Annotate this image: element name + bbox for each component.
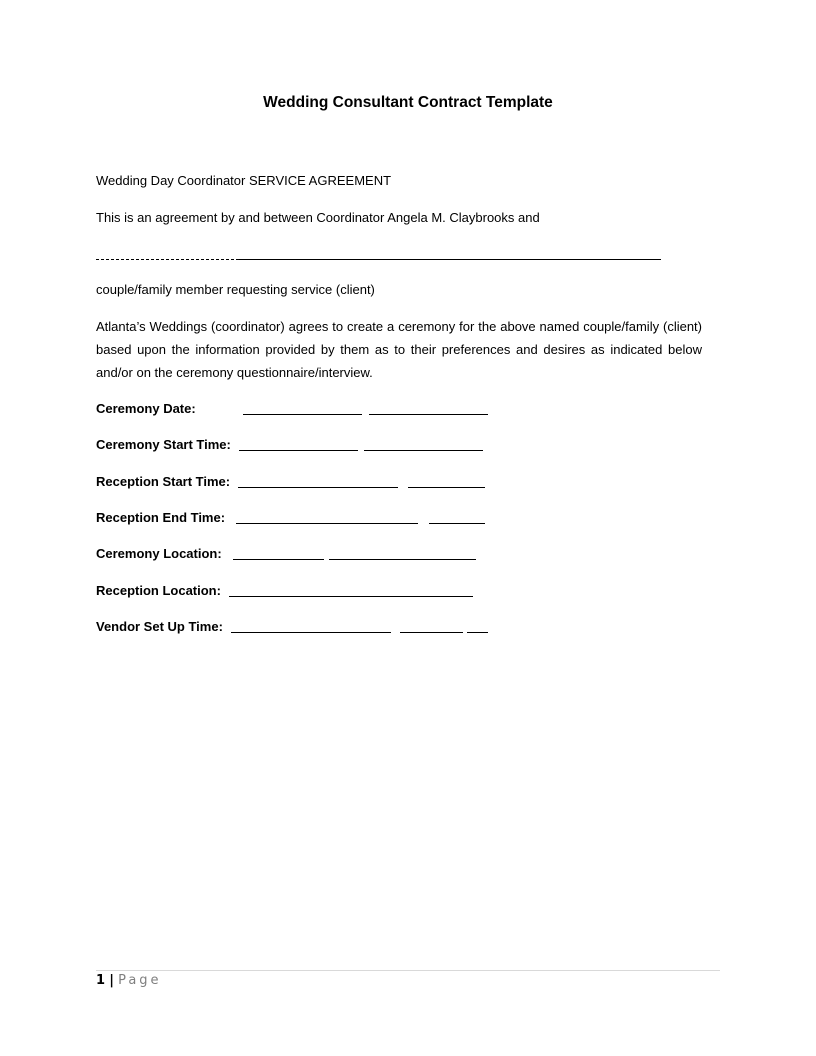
ceremony-start-time-blank-1[interactable] bbox=[239, 450, 358, 451]
reception-end-time-blank-1[interactable] bbox=[236, 523, 418, 524]
footer-divider bbox=[96, 970, 720, 971]
field-label-reception-end-time: Reception End Time: bbox=[96, 510, 226, 525]
agreement-parties-line: This is an agreement by and between Coordinator Angela M. Claybrooks and bbox=[96, 210, 540, 225]
reception-location-blank[interactable] bbox=[229, 596, 473, 597]
ceremony-location-blank-1[interactable] bbox=[233, 559, 324, 560]
field-vendor-set-up-time bbox=[96, 619, 516, 637]
page-footer bbox=[96, 973, 162, 988]
field-label-vendor-set-up-time: Vendor Set Up Time: bbox=[96, 619, 223, 634]
client-name-blank-dashes bbox=[96, 259, 239, 260]
agreement-body-paragraph: Atlanta’s Weddings (coordinator) agrees to create a ceremony for the above named couple/family (client) based upon the information provided by them as to their preferences and desires as indicated below and/or on the ceremony questionnaire/interview. bbox=[96, 319, 702, 380]
field-reception-location bbox=[96, 583, 516, 601]
reception-start-time-blank-1[interactable] bbox=[238, 487, 398, 488]
field-ceremony-start-time bbox=[96, 437, 516, 455]
ceremony-date-blank-1[interactable] bbox=[243, 414, 362, 415]
vendor-set-up-time-blank-2[interactable] bbox=[400, 632, 463, 633]
field-label-reception-start-time: Reception Start Time: bbox=[96, 474, 231, 489]
field-reception-start-time bbox=[96, 474, 516, 492]
page-separator: | bbox=[109, 973, 114, 988]
ceremony-location-blank-2[interactable] bbox=[329, 559, 476, 560]
client-description-line: couple/family member requesting service (client) bbox=[96, 282, 375, 297]
page-number: 1 bbox=[96, 973, 106, 988]
page-label: Page bbox=[118, 973, 162, 988]
field-label-ceremony-start-time: Ceremony Start Time: bbox=[96, 437, 231, 452]
agreement-subtitle: Wedding Day Coordinator SERVICE AGREEMENT bbox=[96, 173, 392, 188]
vendor-set-up-time-blank-3[interactable] bbox=[467, 632, 488, 633]
field-ceremony-date bbox=[96, 401, 516, 419]
reception-end-time-blank-2[interactable] bbox=[429, 523, 485, 524]
field-reception-end-time bbox=[96, 510, 516, 528]
reception-start-time-blank-2[interactable] bbox=[408, 487, 485, 488]
ceremony-date-blank-2[interactable] bbox=[369, 414, 488, 415]
document-title: Wedding Consultant Contract Template bbox=[263, 94, 553, 111]
field-label-ceremony-date: Ceremony Date: bbox=[96, 401, 196, 416]
ceremony-start-time-blank-2[interactable] bbox=[364, 450, 483, 451]
field-ceremony-location bbox=[96, 546, 516, 564]
field-label-ceremony-location: Ceremony Location: bbox=[96, 546, 222, 561]
field-label-reception-location: Reception Location: bbox=[96, 583, 221, 598]
vendor-set-up-time-blank-1[interactable] bbox=[231, 632, 391, 633]
